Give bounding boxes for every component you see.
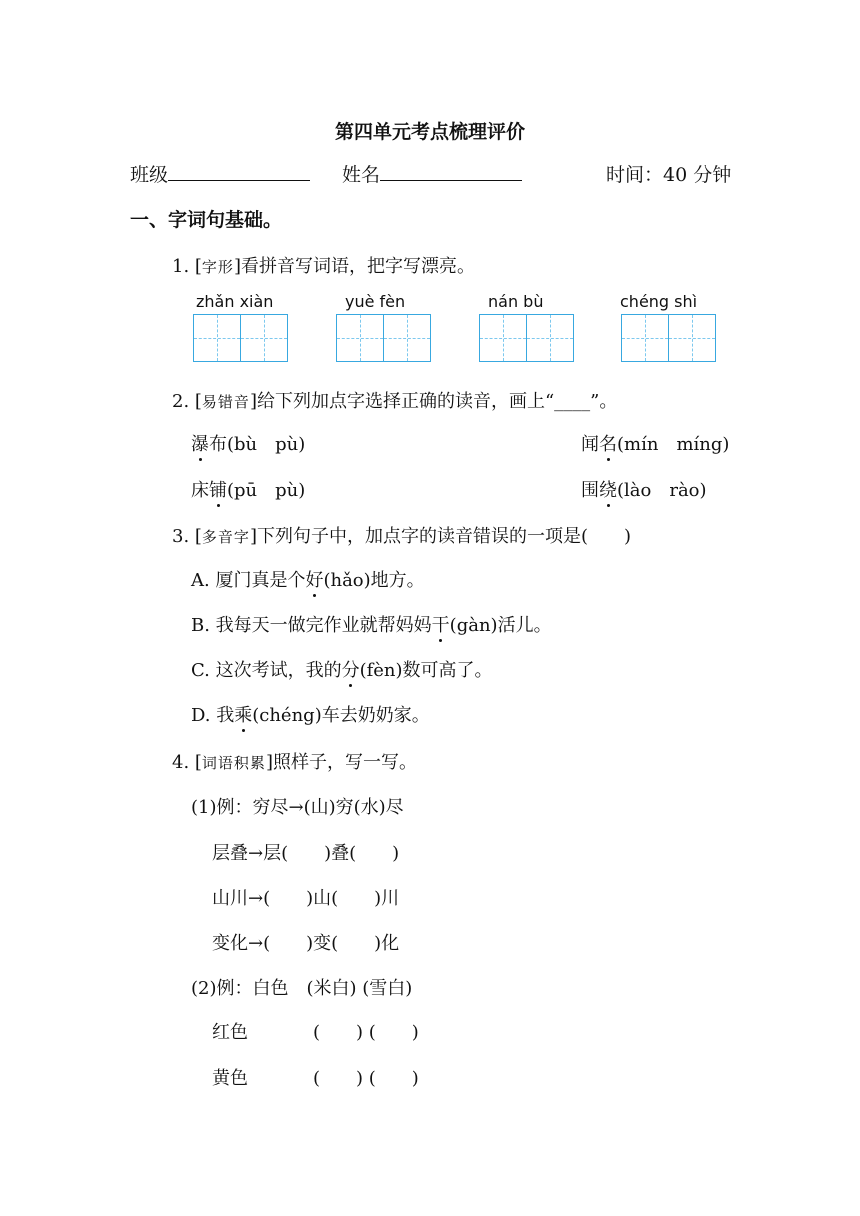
dotted-char: 乘 <box>234 705 253 726</box>
q3-option-d[interactable]: D. 我乘(chéng)车去奶奶家。 <box>191 705 430 726</box>
q4-part2-blank[interactable]: ( ) ( ) <box>313 1022 419 1043</box>
name-field <box>342 160 522 187</box>
grid-cell[interactable] <box>479 314 527 362</box>
question-3: 3. [多音字]下列句子中，加点字的读音错误的一项是( ) <box>172 526 632 547</box>
q4-part1-item[interactable]: 变化→( )变( )化 <box>212 933 400 954</box>
section-heading: 一、字词句基础。 <box>130 209 283 231</box>
q4-part2-blank[interactable]: ( ) ( ) <box>313 1068 419 1089</box>
q2-item-2[interactable]: 闻名(mín míng) <box>581 434 730 455</box>
question-2: 2. [易错音]给下列加点字选择正确的读音，画上“____”。 <box>172 391 618 412</box>
grid-cell[interactable] <box>336 314 384 362</box>
name-blank[interactable] <box>380 162 522 181</box>
q4-part2-example: (2)例：白色 (米白) (雪白) <box>191 978 413 999</box>
class-label: 班级 <box>130 164 169 186</box>
q1-tag: 字形 <box>201 258 234 276</box>
q4-part1-item[interactable]: 层叠→层( )叠( ) <box>212 843 400 864</box>
name-label: 姓名 <box>342 164 381 186</box>
q3-option-b[interactable]: B. 我每天一做完作业就帮妈妈干(gàn)活儿。 <box>191 615 552 636</box>
class-blank[interactable] <box>168 162 310 181</box>
pinyin-3: nán bù <box>488 292 544 311</box>
grid-cell[interactable] <box>383 314 431 362</box>
grid-cell[interactable] <box>526 314 574 362</box>
grid-cell[interactable] <box>193 314 241 362</box>
question-1: 1. [字形]看拼音写词语，把字写漂亮。 <box>172 256 475 277</box>
pinyin-2: yuè fèn <box>345 292 406 311</box>
grid-cell[interactable] <box>621 314 669 362</box>
question-4: 4. [词语积累]照样子，写一写。 <box>172 752 417 773</box>
pinyin-4: chéng shì <box>620 292 698 311</box>
dotted-char: 干 <box>431 615 450 636</box>
q4-part1-example: (1)例：穷尽→(山)穷(水)尽 <box>191 797 404 818</box>
q3-option-c[interactable]: C. 这次考试，我的分(fèn)数可高了。 <box>191 660 493 681</box>
q4-part2-word: 红色 <box>212 1022 248 1043</box>
q2-item-3[interactable]: 床铺(pū pù) <box>191 480 306 501</box>
pinyin-1: zhǎn xiàn <box>196 292 274 311</box>
writing-grid-3[interactable] <box>479 314 573 362</box>
q4-part2-word: 黄色 <box>212 1068 248 1089</box>
q2-item-4[interactable]: 围绕(lào rào) <box>581 480 707 501</box>
q4-tag: 词语积累 <box>201 754 266 772</box>
q4-part1-item[interactable]: 山川→( )山( )川 <box>212 888 400 909</box>
dotted-char: 绕 <box>599 480 617 501</box>
q2-item-1[interactable]: 瀑布(bù pù) <box>191 434 306 455</box>
grid-cell[interactable] <box>240 314 288 362</box>
q3-tag: 多音字 <box>201 528 250 546</box>
dotted-char: 分 <box>341 660 360 681</box>
q3-option-a[interactable]: A. 厦门真是个好(hǎo)地方。 <box>191 570 425 591</box>
class-field <box>130 160 310 187</box>
grid-cell[interactable] <box>668 314 716 362</box>
dotted-char: 名 <box>599 434 617 455</box>
writing-grid-4[interactable] <box>621 314 715 362</box>
q2-tag: 易错音 <box>201 393 250 411</box>
dotted-char: 瀑 <box>191 434 209 455</box>
dotted-char: 好 <box>305 570 324 591</box>
writing-grid-2[interactable] <box>336 314 430 362</box>
page-title: 第四单元考点梳理评价 <box>334 121 525 143</box>
time-limit: 时间：40 分钟 <box>606 164 732 186</box>
writing-grid-1[interactable] <box>193 314 287 362</box>
dotted-char: 铺 <box>209 480 227 501</box>
